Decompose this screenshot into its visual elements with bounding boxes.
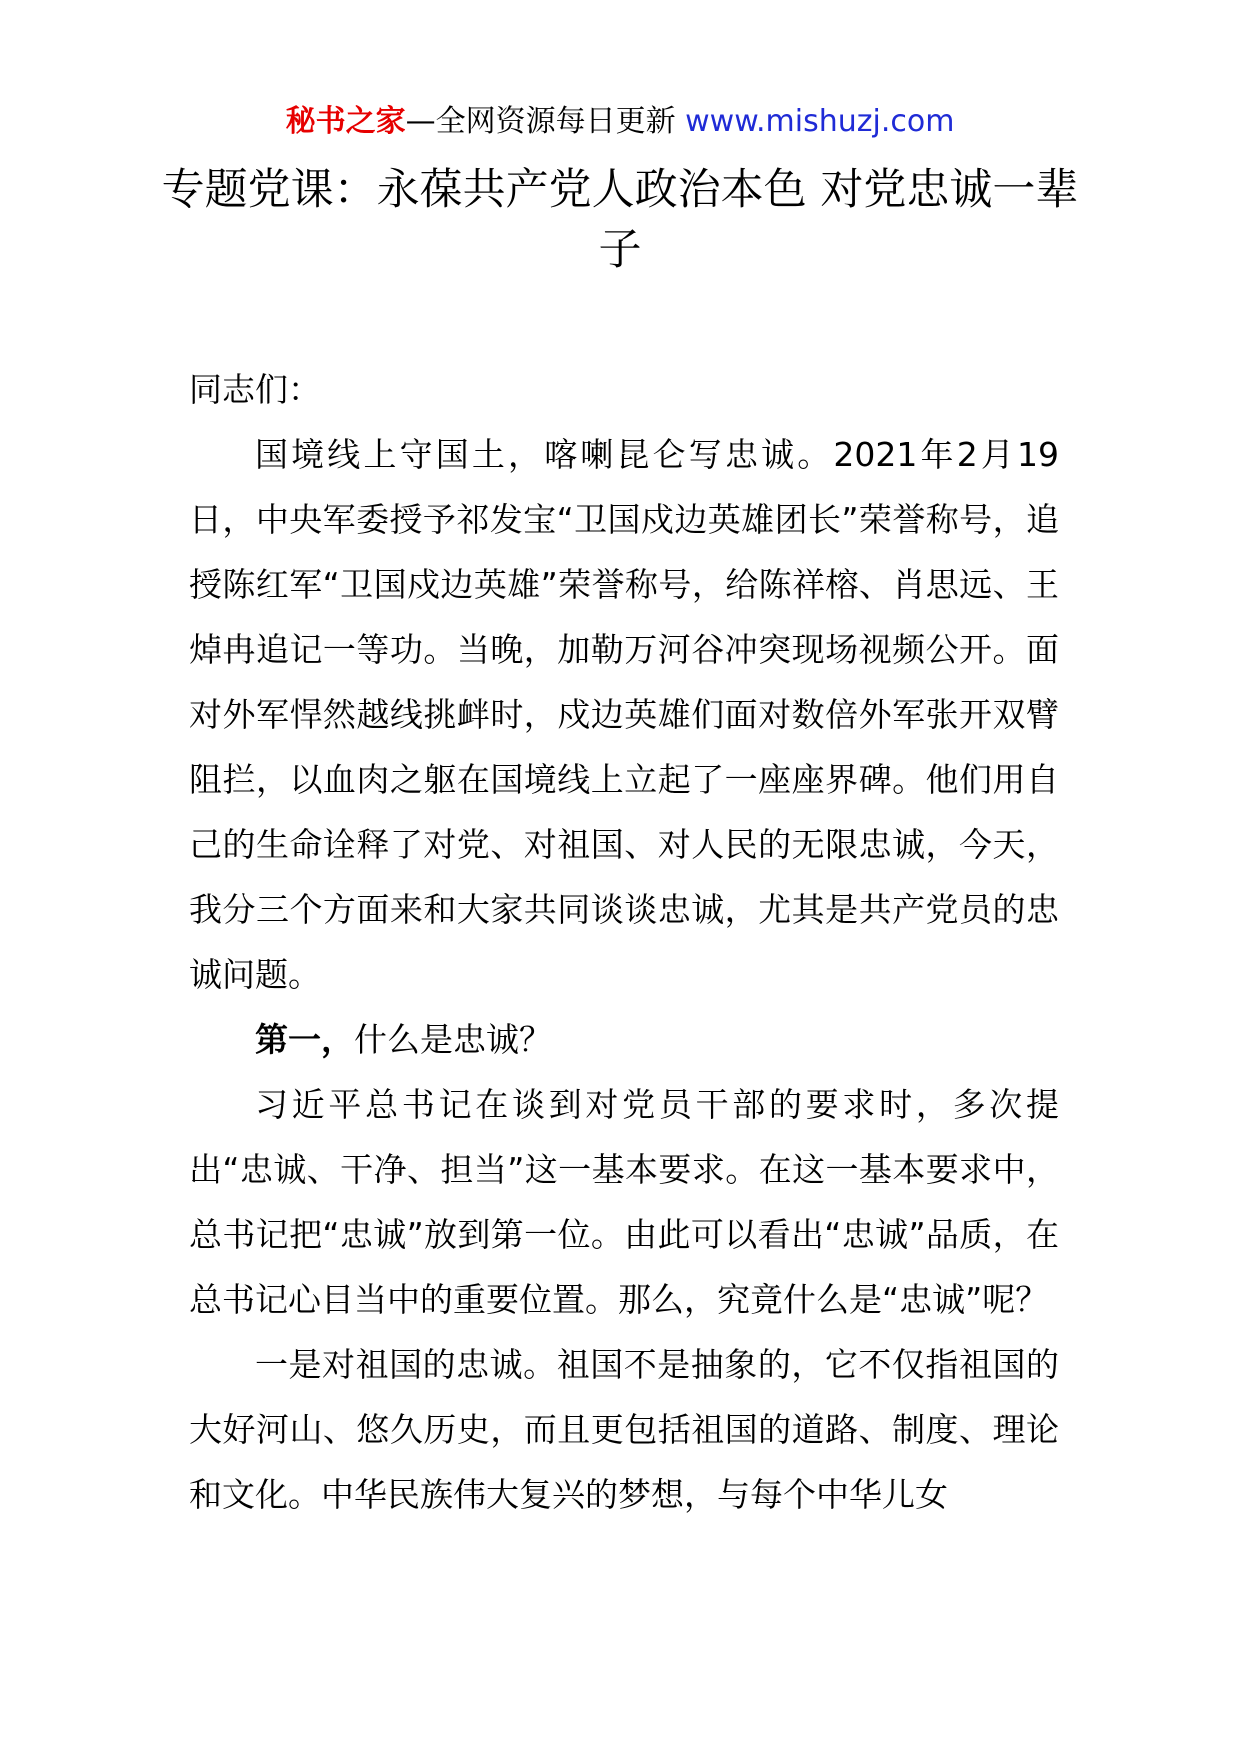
site-header [0,100,1240,144]
document-title: 专题党课：永葆共产党人政治本色 对党忠诚一辈子 [161,165,1079,275]
paragraph-loyalty-requirement: 习近平总书记在谈到对党员干部的要求时，多次提出“忠诚、干净、担当”这一基本要求。在这一基本要求中，总书记把“忠诚”放到第一位。由此可以看出“忠诚”品质，在总书记心目当中的重要位置。那么，究竟什么是“忠诚”呢？ [189,1085,1059,1319]
site-url-link[interactable]: www.mishuzj.com [685,104,955,139]
brand-name: 秘书之家 [285,104,406,139]
section-heading-1 [189,1007,1059,1072]
section-heading-lead: 第一， [255,1020,354,1059]
salutation: 同志们： [189,370,321,409]
paragraph-intro: 国境线上守国土，喀喇昆仑写忠诚。2021年2月19日，中央军委授予祁发宝“卫国戍边英雄团长”荣誉称号，追授陈红军“卫国戍边英雄”荣誉称号，给陈祥榕、肖思远、王焯冉追记一等功。当晚，加勒万河谷冲突现场视频公开。面对外军悍然越线挑衅时，戍边英雄们面对数倍外军张开双臂阻拦，以血肉之躯在国境线上立起了一座座界碑。他们用自己的生命诠释了对党、对祖国、对人民的无限忠诚，今天，我分三个方面来和大家共同谈谈忠诚，尤其是共产党员的忠诚问题。 [189,435,1059,994]
section-heading-text: 什么是忠诚？ [354,1020,552,1059]
header-tagline: —全网资源每日更新 [405,104,686,139]
paragraph-loyalty-to-motherland: 一是对祖国的忠诚。祖国不是抽象的，它不仅指祖国的大好河山、悠久历史，而且更包括祖国的道路、制度、理论和文化。中华民族伟大复兴的梦想，与每个中华儿女 [189,1345,1059,1514]
document-body [189,357,1059,1527]
